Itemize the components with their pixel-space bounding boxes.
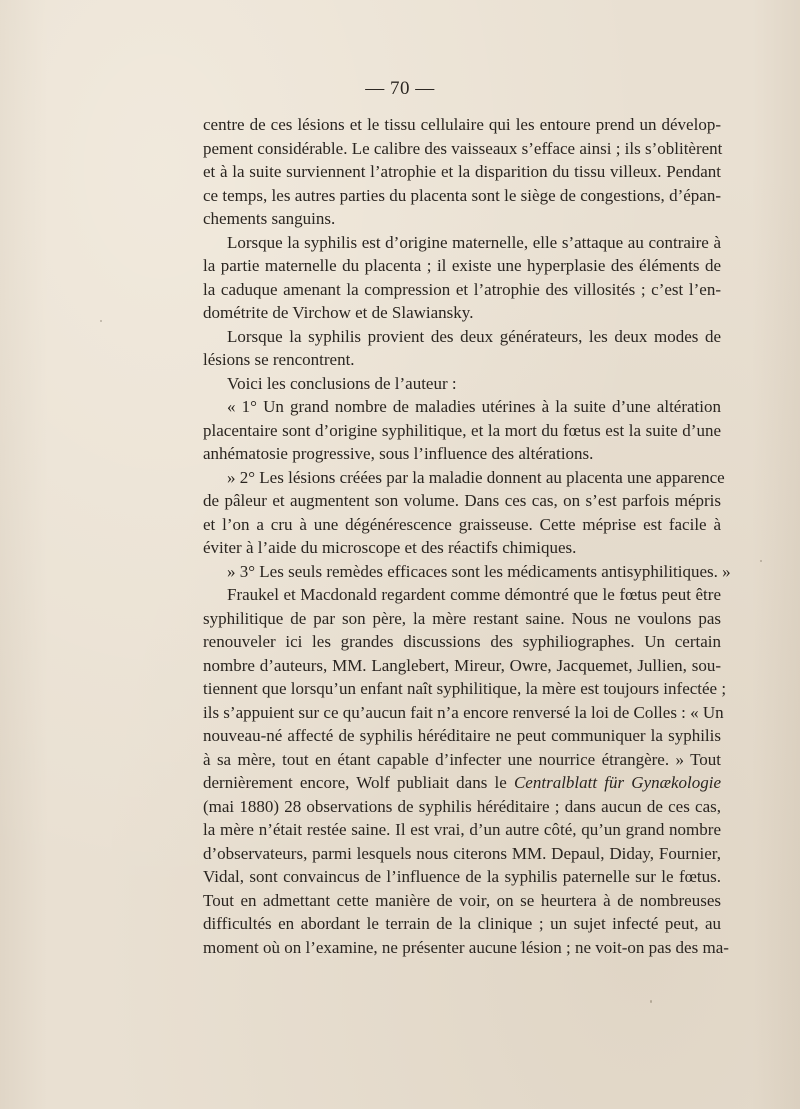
text-line: » 3° Les seuls remèdes efficaces sont les médicaments antisyphilitiques. » (227, 561, 731, 581)
text-line: la mère n’était restée saine. Il est vrai, d’un autre côté, qu’un grand nombre (203, 820, 721, 839)
text-line: dométrite de Virchow et de Slawiansky. (203, 303, 474, 322)
text-line: à sa mère, tout en étant capable d’infecter une nourrice étrangère. » Tout (203, 749, 721, 769)
text-line: ce temps, les autres parties du placenta sont le siège de congestions, d’épan- (203, 185, 721, 205)
text-line: (mai 1880) 28 observations de syphilis héréditaire ; dans aucun de ces cas, (203, 796, 721, 816)
text-line: « 1° Un grand nombre de maladies utérines à la suite d’une altération (227, 397, 721, 416)
text-line: nombre d’auteurs, MM. Langlebert, Mireur, Owre, Jacquemet, Jullien, sou- (203, 655, 721, 675)
text-line: moment où on l’examine, ne présenter aucune lésion ; ne voit-on pas des ma- (203, 937, 729, 957)
journal-title: Centralblatt für Gynækologie (513, 773, 721, 792)
page-number: — 70 — (365, 78, 435, 99)
text-line: syphilitique de par son père, la mère restant saine. Nous ne voulons pas (203, 608, 721, 628)
text-line: renouveler ici les grandes discussions des syphiliographes. Un certain (203, 632, 721, 651)
text-line: pement considérable. Le calibre des vaisseaux s’efface ainsi ; ils s’oblitèrent (203, 138, 723, 158)
text-line: ils s’appuient sur ce qu’aucun fait n’a encore renversé la loi de Colles : « Un (203, 702, 724, 722)
text-line: d’observateurs, parmi lesquels nous citerons MM. Depaul, Diday, Fournier, (203, 843, 721, 863)
paper-speck (650, 1000, 652, 1003)
text-line: et à la suite surviennent l’atrophie et la disparition du tissu villeux. Pendant (203, 162, 721, 181)
text-line: tiennent que lorsqu’un enfant naît syphilitique, la mère est toujours infectée ; (203, 679, 727, 698)
paper-speck (520, 942, 522, 944)
text-line: difficultés en abordant le terrain de la clinique ; un sujet infecté peut, au (203, 914, 721, 933)
body-text (203, 113, 731, 959)
text-line: chements sanguins. (203, 209, 336, 228)
text-line: » 2° Les lésions créées par la maladie donnent au placenta une apparence (227, 467, 725, 487)
text-line: de pâleur et augmentent son volume. Dans ces cas, on s’est parfois mépris (203, 491, 721, 510)
text-line: placentaire sont d’origine syphilitique, et la mort du fœtus est la suite d’une (203, 420, 721, 440)
text-line: Vidal, sont convaincus de l’influence de la syphilis paternelle sur le fœtus. (203, 867, 721, 886)
text-segment: dernièrement encore, Wolf publiait dans le (203, 773, 514, 792)
paper-speck (330, 925, 333, 927)
text-line: Lorsque la syphilis provient des deux générateurs, les deux modes de (227, 326, 721, 346)
text-line: centre de ces lésions et le tissu cellulaire qui les entoure prend un dévelop- (203, 115, 721, 134)
text-line: Tout en admettant cette manière de voir, on se heurtera à de nombreuses (203, 890, 721, 910)
text-line: Voici les conclusions de l’auteur : (227, 373, 457, 393)
text-line: la caduque amenant la compression et l’atrophie des villosités ; c’est l’en- (203, 279, 721, 299)
text-line: lésions se rencontrent. (203, 350, 355, 369)
text-line: nouveau-né affecté de syphilis héréditaire ne peut communiquer la syphilis (203, 726, 721, 745)
paper-speck (100, 320, 102, 322)
text-line (203, 771, 721, 795)
text-line: anhématosie progressive, sous l’influence des altérations. (203, 444, 594, 463)
text-line: éviter à l’aide du microscope et des réactifs chimiques. (203, 538, 577, 557)
paper-speck (760, 560, 762, 562)
text-line: Lorsque la syphilis est d’origine maternelle, elle s’attaque au contraire à (227, 232, 721, 252)
text-line: la partie maternelle du placenta ; il existe une hyperplasie des éléments de (203, 256, 721, 275)
text-line: Fraukel et Macdonald regardent comme démontré que le fœtus peut être (227, 585, 721, 604)
text-line: et l’on a cru à une dégénérescence graisseuse. Cette méprise est facile à (203, 514, 721, 534)
